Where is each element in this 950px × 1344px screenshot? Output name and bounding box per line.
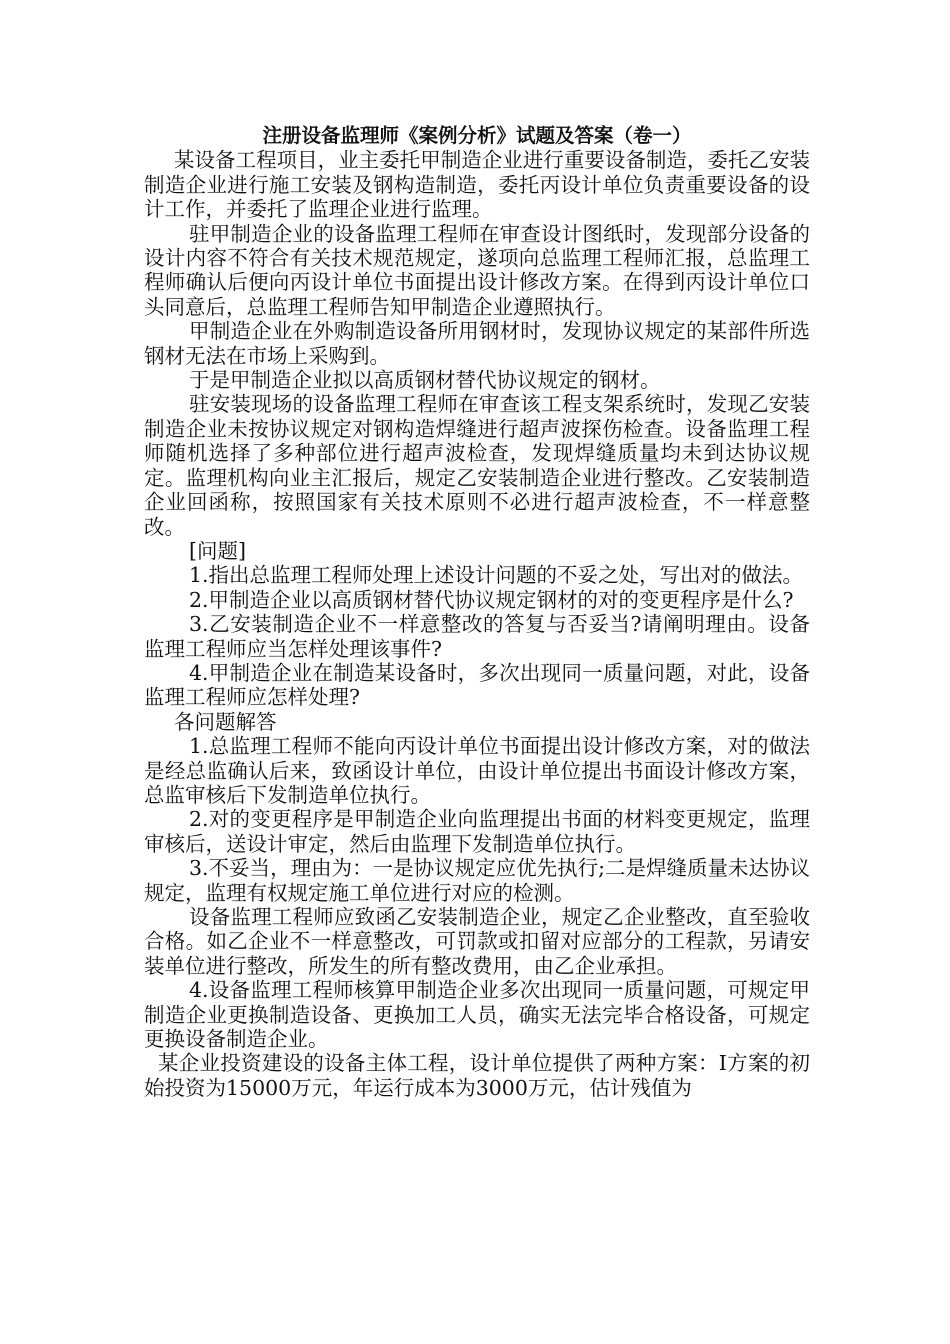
paragraph: 甲制造企业在外购制造设备所用钢材时，发现协议规定的某部件所选钢材无法在市场上采购到。 [144, 319, 810, 368]
paragraph: 2.对的变更程序是甲制造企业向监理提出书面的材料变更规定，监理审核后，送设计审定，然后由监理下发制造单位执行。 [144, 807, 810, 856]
paragraph: 驻甲制造企业的设备监理工程师在审查设计图纸时，发现部分设备的设计内容不符合有关技术规范规定，遂项向总监理工程师汇报，总监理工程师确认后便向丙设计单位书面提出设计修改方案。在得到丙设计单位口头同意后，总监理工程师告知甲制造企业遵照执行。 [144, 221, 810, 319]
paragraph: 2.甲制造企业以高质钢材替代协议规定钢材的对的变更程序是什么? [189, 587, 794, 612]
paragraph: 4.设备监理工程师核算甲制造企业多次出现同一质量问题，可规定甲制造企业更换制造设备、更换加工人员，确实无法完毕合格设备，可规定更换设备制造企业。 [144, 978, 810, 1052]
paragraph: 某设备工程项目，业主委托甲制造企业进行重要设备制造，委托乙安装制造企业进行施工安装及钢构造制造，委托丙设计单位负责重要设备的设计工作，并委托了监理企业进行监理。 [144, 148, 810, 222]
paragraph: 于是甲制造企业拟以高质钢材替代协议规定的钢材。 [189, 368, 661, 393]
paragraph: 4.甲制造企业在制造某设备时，多次出现同一质量问题，对此，设备监理工程师应怎样处理? [144, 660, 810, 710]
paragraph: [问题] [189, 538, 246, 563]
paragraph: 某企业投资建设的设备主体工程，设计单位提供了两种方案：Ⅰ方案的初始投资为15000万元，年运行成本为3000万元，估计残值为 [144, 1051, 810, 1100]
document-body [144, 148, 810, 1100]
paragraph: 各问题解答 [174, 709, 277, 734]
paragraph: 1.总监理工程师不能向丙设计单位书面提出设计修改方案，对的做法是经总监确认后来，致函设计单位，由设计单位提出书面设计修改方案，总监审核后下发制造单位执行。 [144, 734, 810, 807]
paragraph: 驻安装现场的设备监理工程师在审查该工程支架系统时，发现乙安装制造企业未按协议规定对钢构造焊缝进行超声波探伤检查。设备监理工程师随机选择了多种部位进行超声波检查，发现焊缝质量均未到达协议规定。监理机构向业主汇报后，规定乙安装制造企业进行整改。乙安装制造企业回函称，按照国家有关技术原则不必进行超声波检查，不一样意整改。 [144, 392, 810, 539]
paragraph: 1.指出总监理工程师处理上述设计问题的不妥之处，写出对的做法。 [189, 563, 804, 588]
paragraph: 设备监理工程师应致函乙安装制造企业，规定乙企业整改，直至验收合格。如乙企业不一样意整改，可罚款或扣留对应部分的工程款，另请安装单位进行整改，所发生的所有整改费用，由乙企业承担。 [144, 905, 810, 978]
document-page [144, 124, 810, 1100]
paragraph: 3.不妥当，理由为：一是协议规定应优先执行;二是焊缝质量未达协议规定，监理有权规定施工单位进行对应的检测。 [144, 856, 810, 905]
paragraph: 3.乙安装制造企业不一样意整改的答复与否妥当?请阐明理由。设备监理工程师应当怎样处理该事件? [144, 612, 810, 661]
document-title: 注册设备监理师《案例分析》试题及答案（卷一） [262, 124, 692, 147]
